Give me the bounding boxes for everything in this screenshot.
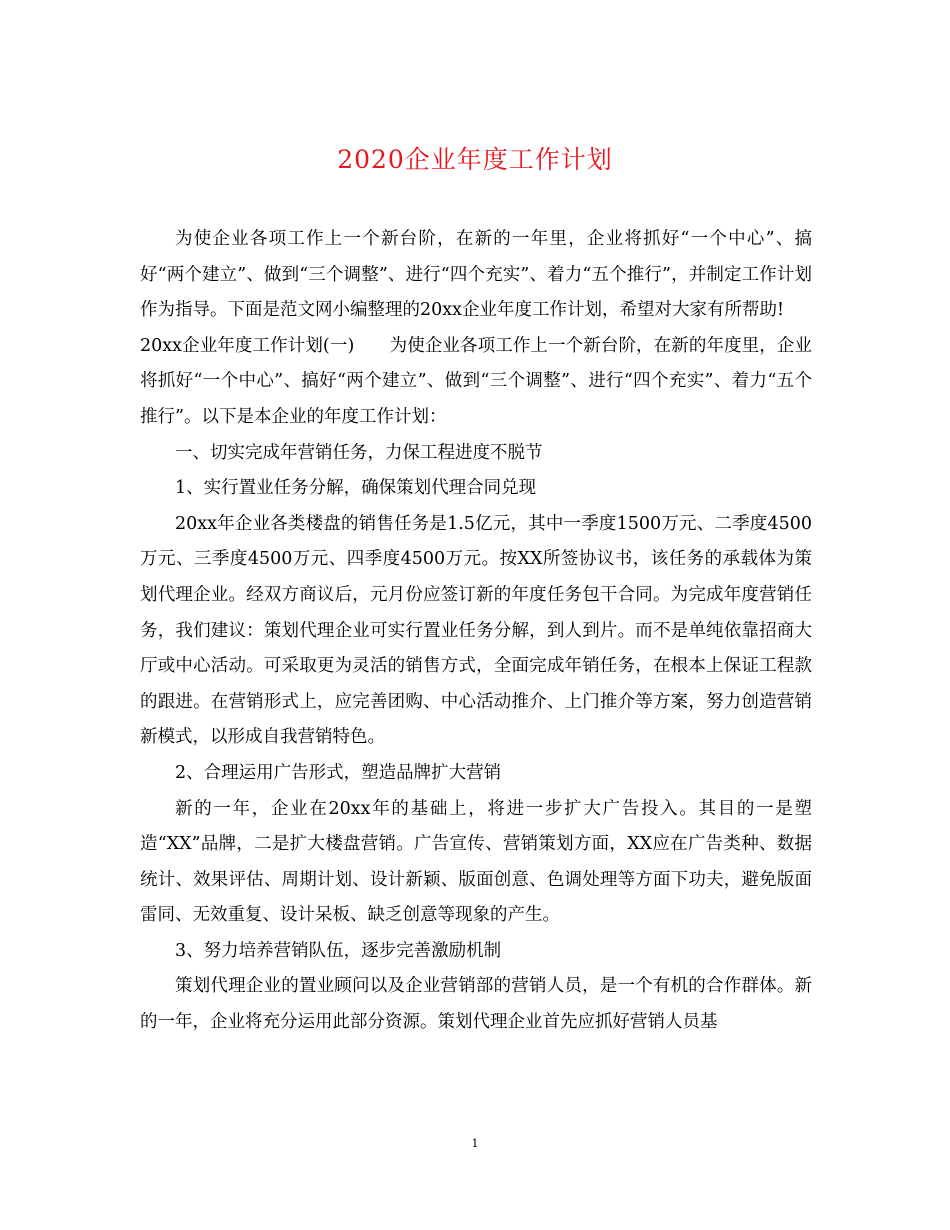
subheading-1: 1、实行置业任务分解，确保策划代理合同兑现 bbox=[175, 478, 537, 499]
subheading-2: 2、合理运用广告形式，塑造品牌扩大营销 bbox=[175, 762, 502, 783]
plan-one-paragraph: 20xx企业年度工作计划(一) 为使企业各项工作上一个新台阶，在新的年度里，企业将抓好“一个中心”、搞好“两个建立”、做到“三个调整”、进行“四个充实”、着力“五个推行”。以下是本企业的年度工作计划： bbox=[140, 335, 812, 427]
section-heading-1: 一、切实完成年营销任务，力保工程进度不脱节 bbox=[175, 442, 543, 463]
document-body bbox=[140, 222, 812, 1041]
sales-team-paragraph: 策划代理企业的置业顾问以及企业营销部的营销人员，是一个有机的合作群体。新的一年，企业将充分运用此部分资源。策划代理企业首先应抓好营销人员基 bbox=[140, 976, 812, 1033]
page-number: 1 bbox=[471, 1137, 479, 1150]
sales-task-paragraph: 20xx年企业各类楼盘的销售任务是1.5亿元，其中一季度1500万元、二季度4500万元、三季度4500万元、四季度4500万元。按XX所签协议书，该任务的承载体为策划代理企业。经双方商议后，元月份应签订新的年度任务包干合同。为完成年度营销任务，我们建议：策划代理企业可实行置业任务分解，到人到片。而不是单纯依靠招商大厅或中心活动。可采取更为灵活的销售方式，全面完成年销任务，在根本上保证工程款的跟进。在营销形式上，应完善团购、中心活动推介、上门推介等方案，努力创造营销新模式，以形成自我营销特色。 bbox=[140, 513, 812, 748]
intro-paragraph: 为使企业各项工作上一个新台阶，在新的一年里，企业将抓好“一个中心”、搞好“两个建立”、做到“三个调整”、进行“四个充实”、着力“五个推行”，并制定工作计划作为指导。下面是范文网小编整理的20xx企业年度工作计划，希望对大家有所帮助! bbox=[140, 229, 812, 321]
document-title: 2020企业年度工作计划 bbox=[337, 145, 613, 174]
subheading-3: 3、努力培养营销队伍，逐步完善激励机制 bbox=[175, 940, 502, 961]
advertising-paragraph: 新的一年，企业在20xx年的基础上，将进一步扩大广告投入。其目的一是塑造“XX”品牌，二是扩大楼盘营销。广告宣传、营销策划方面，XX应在广告类种、数据统计、效果评估、周期计划、设计新颖、版面创意、色调处理等方面下功夫，避免版面雷同、无效重复、设计呆板、缺乏创意等现象的产生。 bbox=[140, 798, 812, 926]
